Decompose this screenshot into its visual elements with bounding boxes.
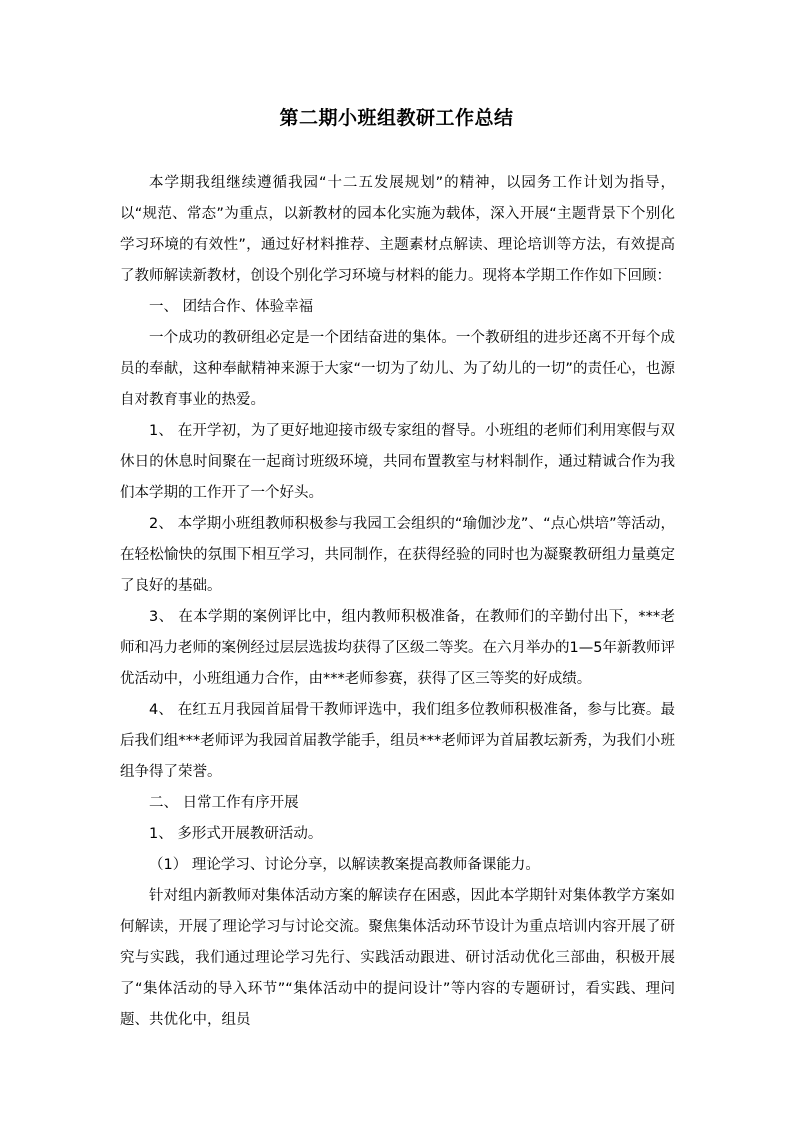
- paragraph-intro: 本学期我组继续遵循我园“十二五发展规划”的精神，以园务工作计划为指导，以“规范、常态”为重点，以新教材的园本化实施为载体，深入开展“主题背景下个别化学习环境的有效性”，通过好材料推荐、主题素材点解读、理论培训等方法，有效提高了教师解读新教材，创设个别化学习环境与材料的能力。现将本学期工作作如下回顾：: [120, 175, 675, 284]
- list-item-3: 3、 在本学期的案例评比中，组内教师积极准备，在教师们的辛勤付出下，***老师和冯力老师的案例经过层层选拔均获得了区级二等奖。在六月举办的1—5年新教师评优活动中，小班组通力合作，由***老师参赛，获得了区三等奖的好成绩。: [120, 609, 675, 687]
- subsection-heading-1: 1、 多形式开展教研活动。: [149, 826, 323, 842]
- list-item-2: 2、 本学期小班组教师积极参与我园工会组织的“瑜伽沙龙”、“点心烘培”等活动，在轻松愉快的氛围下相互学习，共同制作，在获得经验的同时也为凝聚教研组力量奠定了良好的基础。: [120, 516, 675, 594]
- list-item-4: 4、 在红五月我园首届骨干教师评选中，我们组多位教师积极准备，参与比赛。最后我们组***老师评为我园首届教学能手，组员***老师评为首届教坛新秀，为我们小班组争得了荣誉。: [120, 702, 675, 780]
- subsubsection-heading-1: （1） 理论学习、讨论分享，以解读教案提高教师备课能力。: [149, 857, 540, 873]
- document-body: [120, 168, 675, 1036]
- document-title: 第二期小班组教研工作总结: [279, 107, 514, 129]
- section-heading-2: 二、 日常工作有序开展: [149, 795, 299, 811]
- paragraph: 一个成功的教研组必定是一个团结奋进的集体。一个教研组的进步还离不开每个成员的奉献，这种奉献精神来源于大家“一切为了幼儿、为了幼儿的一切”的责任心，也源自对教育事业的热爱。: [120, 330, 675, 408]
- list-item-1: 1、 在开学初，为了更好地迎接市级专家组的督导。小班组的老师们利用寒假与双休日的休息时间聚在一起商讨班级环境，共同布置教室与材料制作，通过精诚合作为我们本学期的工作开了一个好头。: [120, 423, 675, 501]
- section-heading-1: 一、 团结合作、体验幸福: [149, 299, 314, 315]
- paragraph: 针对组内新教师对集体活动方案的解读存在困惑，因此本学期针对集体教学方案如何解读，开展了理论学习与讨论交流。聚焦集体活动环节设计为重点培训内容开展了研究与实践，我们通过理论学习先行、实践活动跟进、研讨活动优化三部曲，积极开展了“集体活动的导入环节”“集体活动中的提问设计”等内容的专题研讨，看实践、理问题、共优化中，组员: [120, 888, 675, 1028]
